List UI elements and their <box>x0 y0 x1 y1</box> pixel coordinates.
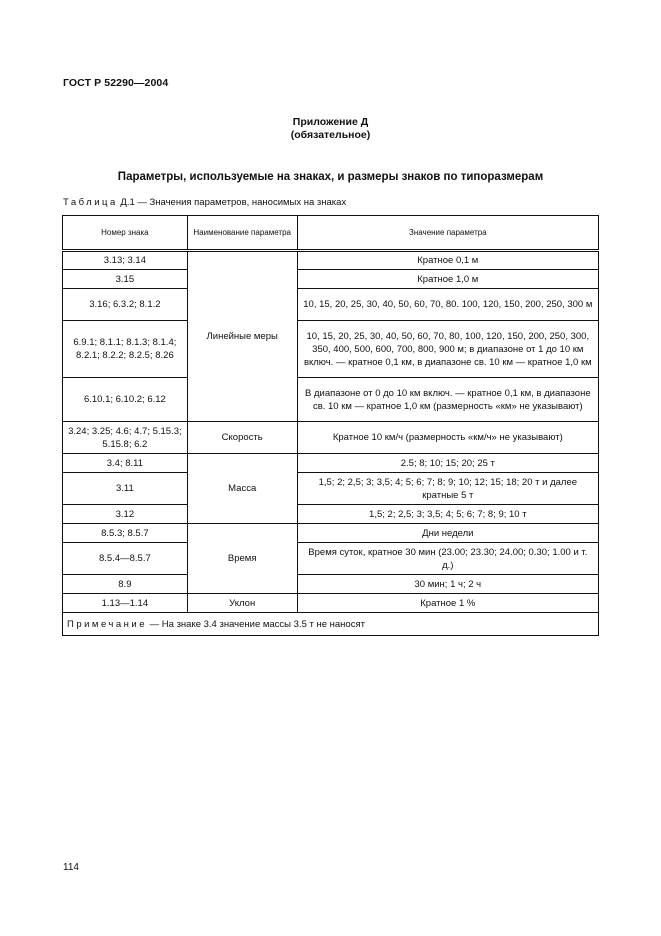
sign-cell: 3.4; 8.11 <box>63 454 188 473</box>
parameter-cell: Масса <box>187 454 297 524</box>
table-row <box>63 505 599 524</box>
sign-cell: 8.5.4—8.5.7 <box>63 543 188 575</box>
header-sign-number: Номер знака <box>63 216 188 251</box>
value-cell: 10, 15, 20, 25, 30, 40, 50, 60, 70, 80, 100, 120, 150, 200, 250, 300, 350, 400, 500, 600, 700, 800, 900 м; в диапазоне от 1 до 10 км включ. — кратное 0,1 км, в диапазоне св. 10 км — кратное 1,0 км <box>297 321 598 378</box>
table-row <box>63 270 599 289</box>
table-caption-text: Д.1 — Значения параметров, наносимых на знаках <box>120 197 347 208</box>
table-row <box>63 575 599 594</box>
table-row <box>63 289 599 321</box>
appendix-heading <box>0 116 661 142</box>
value-cell: Кратное 0,1 м <box>297 251 598 270</box>
table-caption-prefix: Таблица <box>63 197 118 208</box>
sign-cell: 3.15 <box>63 270 188 289</box>
value-cell: Кратное 10 км/ч (размерность «км/ч» не указывают) <box>297 422 598 454</box>
value-cell: Время суток, кратное 30 мин (23.00; 23.30; 24.00; 0.30; 1.00 и т. д.) <box>297 543 598 575</box>
table-row <box>63 543 599 575</box>
table-row <box>63 454 599 473</box>
value-cell: В диапазоне от 0 до 10 км включ. — кратное 0,1 км, в диапазоне св. 10 км — кратное 1,0 км (размерность «км» не указывают) <box>297 378 598 422</box>
note-text: — На знаке 3.4 значение массы 3.5 т не наносят <box>149 618 365 630</box>
parameter-cell: Время <box>187 524 297 594</box>
table-caption <box>63 197 346 208</box>
sign-cell: 3.16; 6.3.2; 8.1.2 <box>63 289 188 321</box>
parameter-cell: Скорость <box>187 422 297 454</box>
header-parameter-value: Значение параметра <box>297 216 598 251</box>
table-row <box>63 473 599 505</box>
table-row <box>63 422 599 454</box>
value-cell: Кратное 1,0 м <box>297 270 598 289</box>
table-row <box>63 321 599 378</box>
value-cell: Дни недели <box>297 524 598 543</box>
value-cell: 10, 15, 20, 25, 30, 40, 50, 60, 70, 80. 100, 120, 150, 200, 250, 300 м <box>297 289 598 321</box>
value-cell: 2.5; 8; 10; 15; 20; 25 т <box>297 454 598 473</box>
table-row <box>63 524 599 543</box>
table-note-row <box>63 613 599 636</box>
sign-cell: 1.13—1.14 <box>63 594 188 613</box>
page-number: 114 <box>63 862 79 873</box>
table-row <box>63 594 599 613</box>
document-title: Параметры, используемые на знаках, и размеры знаков по типоразмерам <box>117 171 544 183</box>
standard-header: ГОСТ Р 52290—2004 <box>63 77 169 89</box>
value-cell: 1,5; 2; 2,5; 3; 3,5; 4; 5; 6; 7; 8; 9; 10 т <box>297 505 598 524</box>
sign-cell: 8.5.3; 8.5.7 <box>63 524 188 543</box>
appendix-title: Приложение Д <box>292 116 369 128</box>
sign-cell: 3.12 <box>63 505 188 524</box>
value-cell: 1,5; 2; 2,5; 3; 3,5; 4; 5; 6; 7; 8; 9; 10; 12; 15; 18; 20 т и далее кратные 5 т <box>297 473 598 505</box>
sign-cell: 3.11 <box>63 473 188 505</box>
parameter-cell: Линейные меры <box>187 251 297 422</box>
sign-cell: 6.10.1; 6.10.2; 6.12 <box>63 378 188 422</box>
table-row <box>63 251 599 270</box>
value-cell: 30 мин; 1 ч; 2 ч <box>297 575 598 594</box>
parameter-cell: Уклон <box>187 594 297 613</box>
sign-cell: 3.24; 3.25; 4.6; 4.7; 5.15.3; 5.15.8; 6.2 <box>63 422 188 454</box>
table-note <box>63 613 599 636</box>
header-parameter-name: Наименование параметра <box>187 216 297 251</box>
sign-cell: 6.9.1; 8.1.1; 8.1.3; 8.1.4; 8.2.1; 8.2.2; 8.2.5; 8.26 <box>63 321 188 378</box>
appendix-status: (обязательное) <box>290 129 371 141</box>
value-cell: Кратное 1 % <box>297 594 598 613</box>
sign-cell: 3.13; 3.14 <box>63 251 188 270</box>
table-row <box>63 378 599 422</box>
parameters-table <box>62 215 599 636</box>
note-prefix: Примечание <box>67 618 147 630</box>
table-header-row <box>63 216 599 251</box>
sign-cell: 8.9 <box>63 575 188 594</box>
